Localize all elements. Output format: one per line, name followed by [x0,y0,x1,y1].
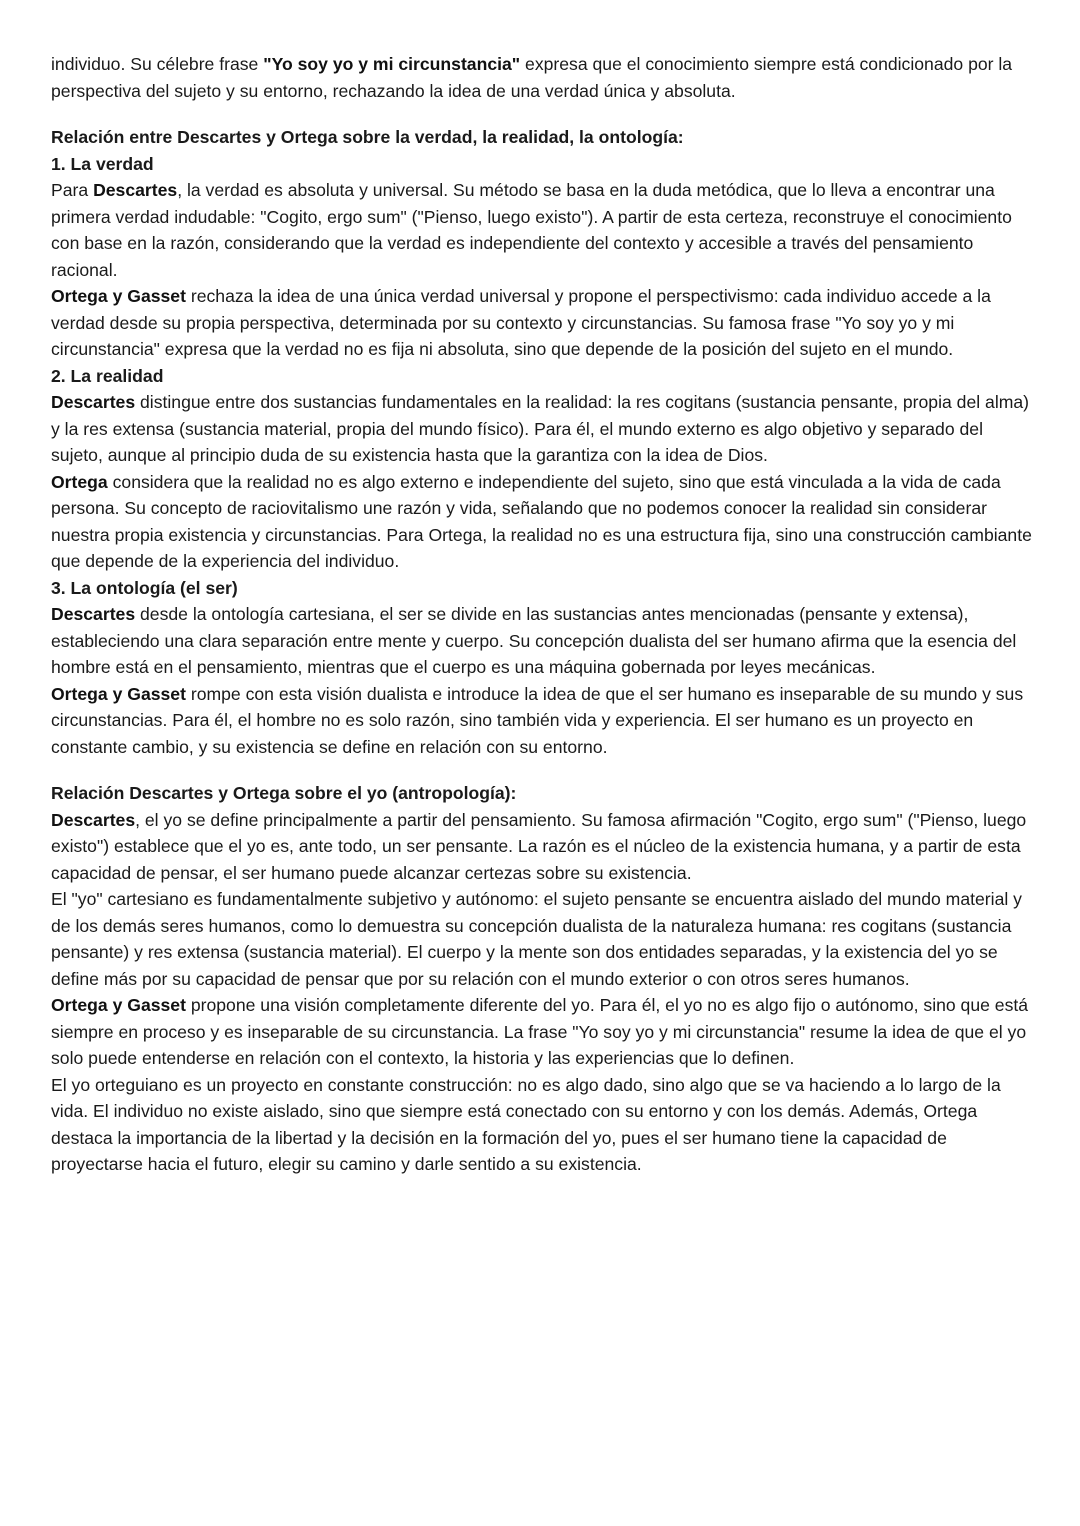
yo-descartes-text: , el yo se define principalmente a partir del pensamiento. Su famosa afirmación "Cogito, ergo sum" ("Pienso, luego existo") establece que el yo es, ante todo, un ser pensante. La razón es el núcleo de la existencia humana, y a partir de esta capacidad de pensar, el ser humano puede alcanzar certezas sobre su existencia. [51,809,1027,883]
paragraph-verdad-descartes [51,177,1035,283]
verdad-descartes-text: , la verdad es absoluta y universal. Su método se basa en la duda metódica, que lo lleva a encontrar una primera verdad indudable: "Cogito, ergo sum" ("Pienso, luego existo"). A partir de esta certeza, reconstruye el conocimiento con base en la razón, considerando que la verdad es independiente del contexto y accesible a través del pensamiento racional. [51,180,1012,280]
intro-quote: "Yo soy yo y mi circunstancia" [263,54,521,74]
section-title-yo: Relación Descartes y Ortega sobre el yo (antropología): [51,783,517,803]
paragraph-ontologia-ortega [51,681,1035,761]
ontologia-ortega-text: rompe con esta visión dualista e introduce la idea de que el ser humano es inseparable de su mundo y sus circunstancias. Para él, el hombre no es solo razón, sino también vida y experiencia. El ser humano es un proyecto en constante cambio, y su existencia se define en relación con su entorno. [51,683,1024,757]
paragraph-yo-ortega [51,992,1035,1072]
heading-verdad: 1. La verdad [51,153,154,174]
paragraph-yo-cartesiano: El "yo" cartesiano es fundamentalmente subjetivo y autónomo: el sujeto pensante se encuentra aislado del mundo material y de los demás seres humanos, como lo demuestra su concepción dualista de la naturaleza humana: res cogitans (sustancia pensante) y res extensa (sustancia material). El cuerpo y la mente son dos entidades separadas, y la existencia del yo se define más por su capacidad de pensar que por su relación con el mundo exterior o con otros seres humanos. [51,889,1022,989]
yo-ortega-text: propone una visión completamente diferente del yo. Para él, el yo no es algo fijo o autónomo, sino que está siempre en proceso y es inseparable de su circunstancia. La frase "Yo soy yo y mi circunstancia" resume la idea de que el yo solo puede entenderse en relación con el contexto, la historia y las experiencias que lo definen. [51,995,1029,1068]
paragraph-realidad-descartes [51,389,1035,469]
realidad-ortega-bold: Ortega [51,471,108,492]
paragraph-verdad-ortega [51,283,1035,363]
paragraph-yo-descartes [51,807,1035,887]
verdad-ortega-bold: Ortega y Gasset [51,286,186,306]
intro-paragraph [51,51,1035,104]
realidad-descartes-bold: Descartes [51,392,136,412]
section-title-relation: Relación entre Descartes y Ortega sobre la verdad, la realidad, la ontología: [51,127,684,147]
paragraph-yo-orteguiano: El yo orteguiano es un proyecto en constante construcción: no es algo dado, sino algo que se va haciendo a lo largo de la vida. El individuo no existe aislado, sino que siempre está conectado con su entorno y con los demás. Además, Ortega destaca la importancia de la libertad y la decisión en la formación del yo, pues el ser humano tiene la capacidad de proyectarse hacia el futuro, elegir su camino y darle sentido a su existencia. [51,1074,1001,1174]
verdad-descartes-bold: Descartes [93,180,178,200]
realidad-descartes-text: distingue entre dos sustancias fundamentales en la realidad: la res cogitans (sustancia pensante, propia del alma) y la res extensa (sustancia material, propia del mundo físico). Para él, el mundo externo es algo objetivo y separado del sujeto, aunque al principio duda de su existencia hasta que la garantiza con la idea de Dios. [51,392,1030,465]
ontologia-ortega-bold: Ortega y Gasset [51,683,186,704]
paragraph-realidad-ortega [51,469,1035,575]
verdad-ortega-text: rechaza la idea de una única verdad universal y propone el perspectivismo: cada individuo accede a la verdad desde su propia perspectiva, determinada por su contexto y circunstancias. Su famosa frase "Yo soy yo y mi circunstancia" expresa que la verdad no es fija ni absoluta, sino que depende de la posición del sujeto en el mundo. [51,286,991,359]
yo-descartes-bold: Descartes [51,809,136,830]
paragraph-ontologia-descartes [51,601,1035,681]
spacer [51,104,1035,124]
ontologia-descartes-text: desde la ontología cartesiana, el ser se divide en las sustancias antes mencionadas (pensante y extensa), estableciendo una clara separación entre mente y cuerpo. Su concepción dualista del ser humano afirma que la esencia del hombre está en el pensamiento, mientras que el cuerpo es una máquina gobernada por leyes mecánicas. [51,604,1017,677]
spacer [51,760,1035,780]
heading-realidad: 2. La realidad [51,365,164,386]
heading-ontologia: 3. La ontología (el ser) [51,577,238,598]
verdad-prefix: Para [51,180,94,200]
yo-ortega-bold: Ortega y Gasset [51,995,186,1015]
intro-text-2: expresa que el conocimiento siempre está condicionado por la perspectiva del sujeto y su entorno, rechazando la idea de una verdad única y absoluta. [51,54,1013,101]
realidad-ortega-text: considera que la realidad no es algo externo e independiente del sujeto, sino que está vinculada a la vida de cada persona. Su concepto de raciovitalismo une razón y vida, señalando que no podemos conocer la realidad sin considerar nuestra propia existencia y circunstancias. Para Ortega, la realidad no es una estructura fija, sino una construcción cambiante que depende de la experiencia del individuo. [51,471,1032,571]
intro-text-1: individuo. Su célebre frase [51,54,264,74]
ontologia-descartes-bold: Descartes [51,604,136,624]
